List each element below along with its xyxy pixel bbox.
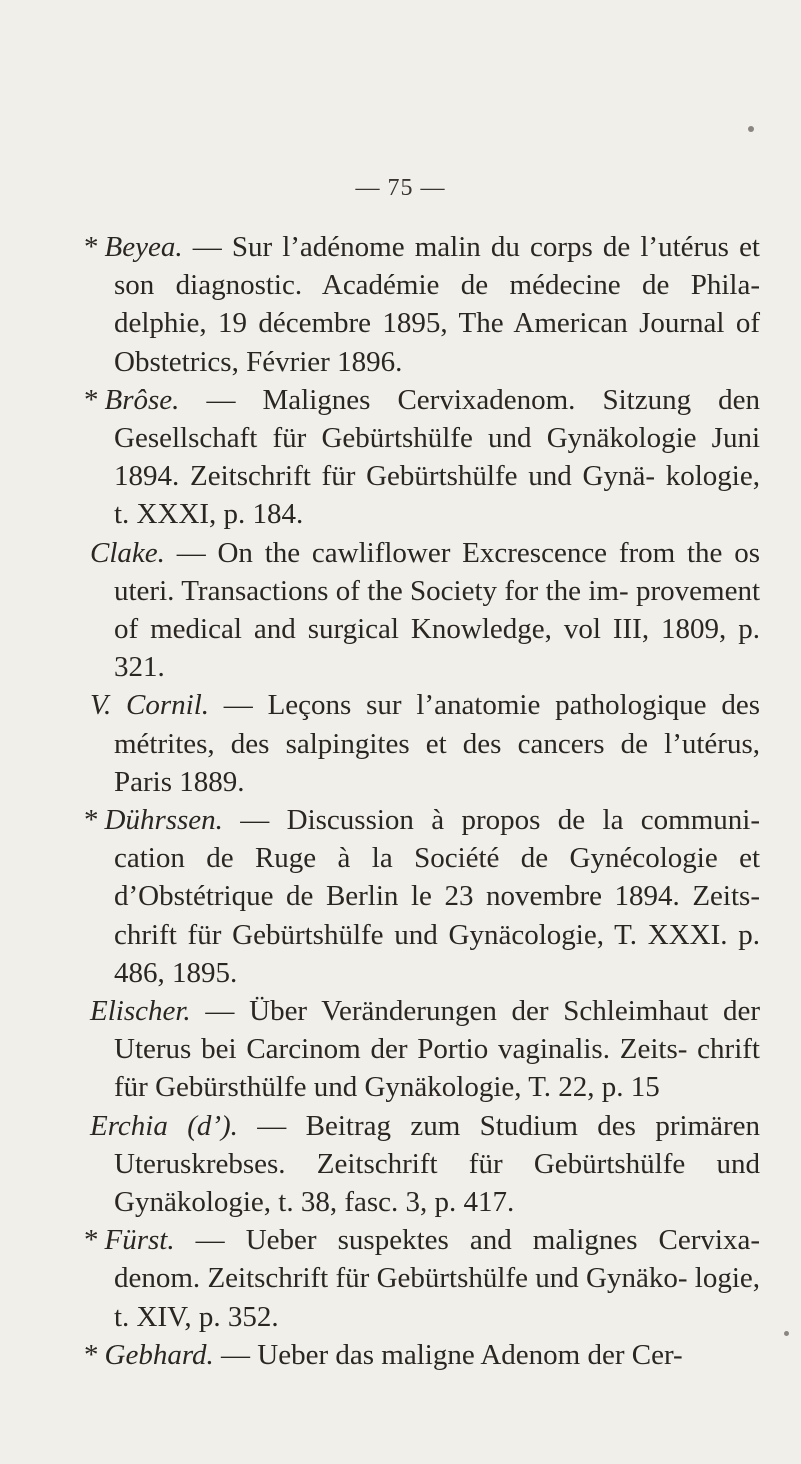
bibliography-entry: [84, 801, 760, 992]
paper-speck: [784, 1331, 789, 1336]
bibliography-entry: [84, 1336, 760, 1374]
asterisk-mark: *: [84, 1224, 99, 1257]
entry-author: Dührssen.: [104, 804, 223, 837]
bibliography-entry: [84, 1221, 760, 1336]
entry-text: — Sur l’adénome malin du corps de l’utérus et son diagnostic. Académie de médecine de Phila- delphie, 19 décembre 1895, The American Journal of Obstetrics, Février 1896.: [114, 231, 760, 378]
entry-author: Gebhard.: [104, 1338, 214, 1371]
entry-text: — Malignes Cervixadenom. Sitzung den Gesellschaft für Gebürtshülfe und Gynäkologie Juni 1894. Zeitschrift für Gebürtshülfe und Gynä- kologie, t. XXXI, p. 184.: [114, 383, 760, 531]
paper-speck: [748, 126, 754, 132]
bibliography-entry: [84, 992, 760, 1107]
entry-text: — Discussion à propos de la communi- cation de Ruge à la Société de Gynécologie et d’Obstétrique de Berlin le 23 novembre 1894. Zeits- chrift für Gebürtshülfe und Gynäcologie, T. XXXI. p. 486, 1895.: [114, 804, 760, 989]
bibliography-entry: [84, 686, 760, 801]
entry-author: Brôse.: [104, 383, 180, 416]
bibliography-entry: [84, 534, 760, 687]
asterisk-mark: *: [84, 804, 99, 837]
asterisk-mark: *: [84, 383, 99, 416]
entry-author: Elischer.: [90, 995, 191, 1028]
asterisk-mark: *: [84, 231, 99, 263]
page-number: — 75 —: [355, 175, 446, 201]
entry-author: Erchia (d’).: [90, 1109, 238, 1142]
bibliography-entry: [84, 228, 760, 381]
bibliography-entry: [84, 381, 760, 534]
entry-author: V. Cornil.: [90, 689, 210, 722]
entry-text: — Ueber das maligne Adenom der Cer-: [213, 1338, 683, 1371]
entry-text: — Über Veränderungen der Schleimhaut der Uterus bei Carcinom der Portio vaginalis. Zeits- chrift für Gebürsthülfe und Gynäkologie, T. 22, p. 15: [114, 995, 760, 1104]
asterisk-mark: *: [84, 1338, 99, 1371]
entry-text: — Ueber suspektes and malignes Cervixa- denom. Zeitschrift für Gebürtshülfe und Gynäko- logie, t. XIV, p. 352.: [114, 1224, 760, 1333]
entry-text: — Leçons sur l’anatomie pathologique des métrites, des salpingites et des cancers de l’utérus, Paris 1889.: [114, 689, 761, 798]
entry-author: Fürst.: [104, 1224, 175, 1257]
bibliography-list: [84, 228, 760, 1374]
entry-text: — On the cawliflower Excrescence from the os uteri. Transactions of the Society for the im- provement of medical and surgical Knowledge, vol III, 1809, p. 321.: [114, 536, 760, 684]
entry-text: — Beitrag zum Studium des primären Uteruskrebses. Zeitschrift für Gebürtshülfe und Gynäkologie, t. 38, fasc. 3, p. 417.: [114, 1109, 760, 1219]
bibliography-entry: [84, 1107, 760, 1222]
entry-author: Clake.: [90, 536, 165, 569]
entry-author: Beyea.: [104, 231, 183, 263]
